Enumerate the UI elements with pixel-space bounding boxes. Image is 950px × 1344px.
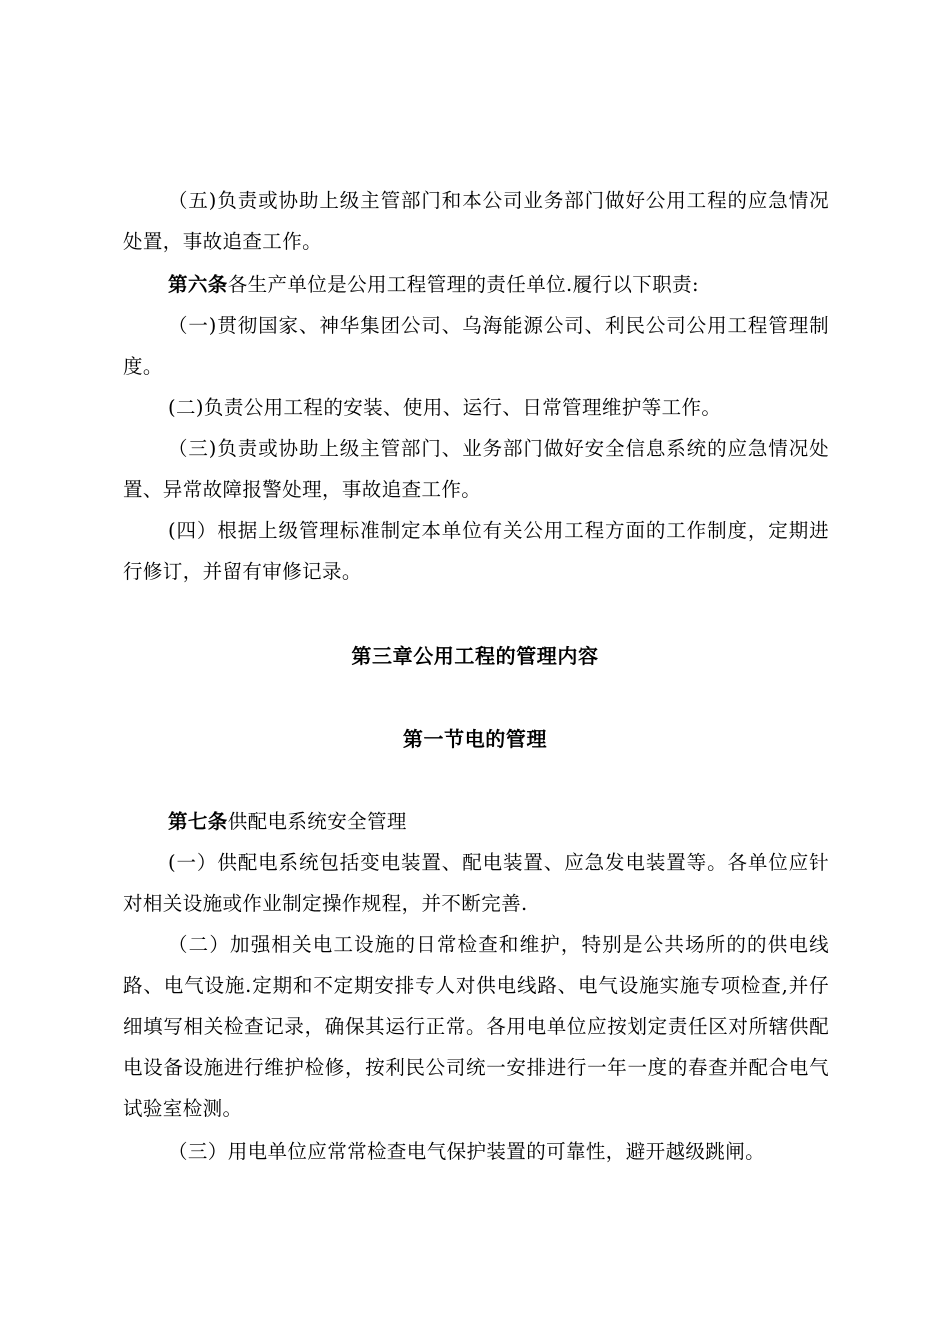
article-7-item-3 (123, 1131, 829, 1172)
paragraph-text: （三）用电单位应常常检查电气保护装置的可靠性，避开越级跳闸。 (168, 1140, 766, 1163)
chapter-heading: 第三章公用工程的管理内容 (351, 644, 599, 668)
article-7-text: 供配电系统安全管理 (227, 810, 407, 833)
paragraph-text: （三)负责或协助上级主管部门、业务部门做好安全信息系统的应急情况处置、异常故障报警处理，事故追查工作。 (123, 437, 829, 501)
article-7-label: 第七条 (168, 810, 228, 833)
article-6-item-4 (123, 510, 829, 592)
paragraph-item-5 (123, 180, 829, 262)
paragraph-text: （一)贯彻国家、神华集团公司、乌海能源公司、利民公司公用工程管理制度。 (123, 314, 829, 378)
section-heading: 第一节电的管理 (402, 727, 548, 751)
paragraph-text: （二）加强相关电工设施的日常检查和维护，特别是公共场所的的供电线路、电气设施.定期和不定期安排专人对供电线路、电气设施实施专项检查,并仔细填写相关检查记录，确保其运行正常。各用电单位应按划定责任区对所辖供配电设备设施进行维护检修，按利民公司统一安排进行一年一度的春查并配合电气试验室检测。 (123, 933, 829, 1120)
article-6-item-1 (123, 305, 829, 387)
article-7-item-1 (123, 842, 829, 924)
article-6-label: 第六条 (168, 273, 228, 296)
article-6 (123, 264, 829, 305)
paragraph-text: (四）根据上级管理标准制定本单位有关公用工程方面的工作制度，定期进行修订，并留有审修记录。 (123, 519, 829, 583)
article-7-item-2 (123, 924, 829, 1129)
paragraph-text: （五)负责或协助上级主管部门和本公司业务部门做好公用工程的应急情况处置，事故追查工作。 (123, 189, 829, 253)
article-6-item-3 (123, 428, 829, 510)
article-6-item-2 (123, 387, 829, 428)
article-7 (123, 801, 829, 842)
paragraph-text: (二)负责公用工程的安装、使用、运行、日常管理维护等工作。 (168, 396, 722, 419)
article-6-text: 各生产单位是公用工程管理的责任单位.履行以下职责: (227, 273, 699, 296)
paragraph-text: (一）供配电系统包括变电装置、配电装置、应急发电装置等。各单位应针对相关设施或作业制定操作规程，并不断完善. (123, 851, 829, 915)
